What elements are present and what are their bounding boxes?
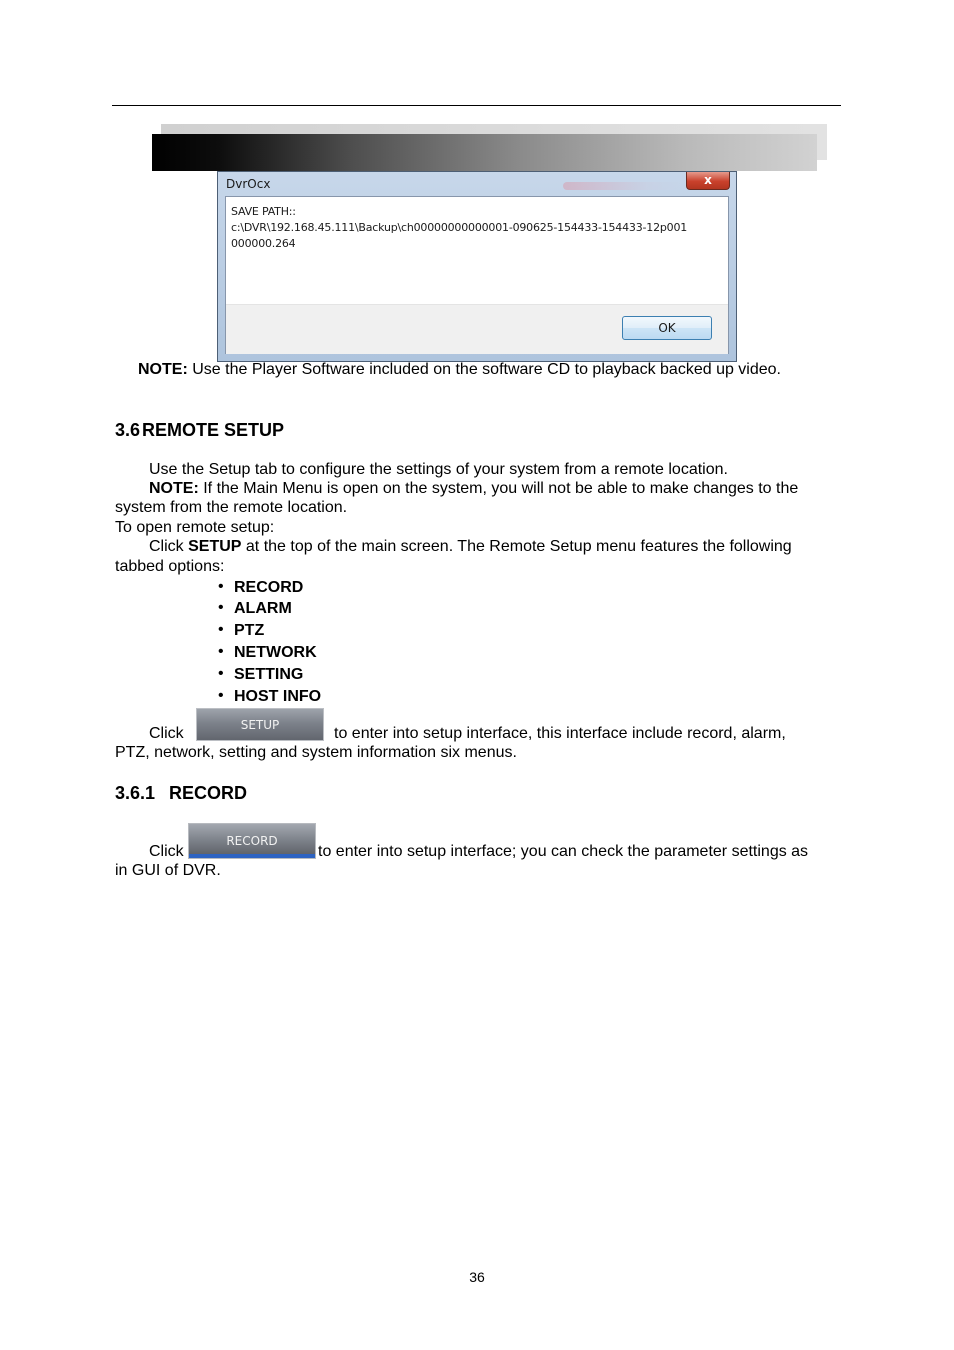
section-number: 3.6 [115,420,141,440]
bullet-icon: • [218,687,224,704]
dialog-ok-button[interactable] [622,316,712,340]
record-button-label: RECORD [226,834,278,848]
note-text: Use the Player Software included on the software CD to playback backed up video. [187,361,781,378]
bullet-icon: • [218,643,224,660]
setup-click-suffix: to enter into setup interface, this interface include record, alarm, [334,725,786,742]
open-remote-setup-label: To open remote setup: [115,519,275,536]
note-text: If the Main Menu is open on the system, you will not be able to make changes to the [198,480,799,497]
setup-click-line2: PTZ, network, setting and system information six menus. [115,744,517,761]
list-item: ALARM [234,600,292,617]
setup-button-label: SETUP [240,717,280,732]
setup-click-prefix: Click [149,725,184,742]
note-label: NOTE: [138,361,188,378]
subsection-number: 3.6.1 [115,783,156,803]
dialog-title: DvrOcx [226,177,271,191]
subsection-heading [115,783,247,804]
record-click-prefix: Click [149,843,184,860]
list-item: SETTING [234,666,304,683]
click-setup-line1 [149,538,792,556]
note-main-menu-line1 [149,480,798,498]
list-item: NETWORK [234,644,317,661]
click-prefix: Click [149,538,189,555]
subsection-title: RECORD [169,783,248,803]
section-title: REMOTE SETUP [142,420,285,440]
dialog-title-background-blur [563,182,683,190]
bullet-icon: • [218,665,224,682]
record-click-suffix: to enter into setup interface; you can check the parameter settings as [318,843,809,860]
record-button[interactable] [188,823,316,859]
save-path-dialog [217,171,737,362]
list-item: PTZ [234,622,265,639]
setup-button[interactable] [196,708,324,741]
dialog-message: SAVE PATH:: c:\DVR\192.168.45.111\Backup\ch00000000000001-090625-154433-154433-12p001 000000.264 [231,205,688,250]
list-item: HOST INFO [234,688,322,705]
record-click-line2: in GUI of DVR. [115,862,221,879]
bullet-icon: • [218,599,224,616]
note-playback [138,361,781,379]
note-label: NOTE: [149,480,199,497]
note-main-menu-line2: system from the remote location. [115,499,348,516]
bullet-icon: • [218,578,224,595]
click-setup-line2: tabbed options: [115,558,225,575]
list-item: RECORD [234,579,304,596]
close-icon: x [704,173,712,187]
section-heading [115,420,284,441]
intro-paragraph: Use the Setup tab to configure the settings of your system from a remote location. [149,461,728,478]
dialog-close-button[interactable] [686,172,730,190]
click-suffix: at the top of the main screen. The Remote Setup menu features the following [241,538,792,555]
ok-label: OK [658,321,676,335]
bullet-icon: • [218,621,224,638]
header-rule [112,105,841,106]
page-number: 36 [469,1269,485,1285]
screenshot-banner-dark [152,134,817,171]
setup-keyword: SETUP [188,538,242,555]
